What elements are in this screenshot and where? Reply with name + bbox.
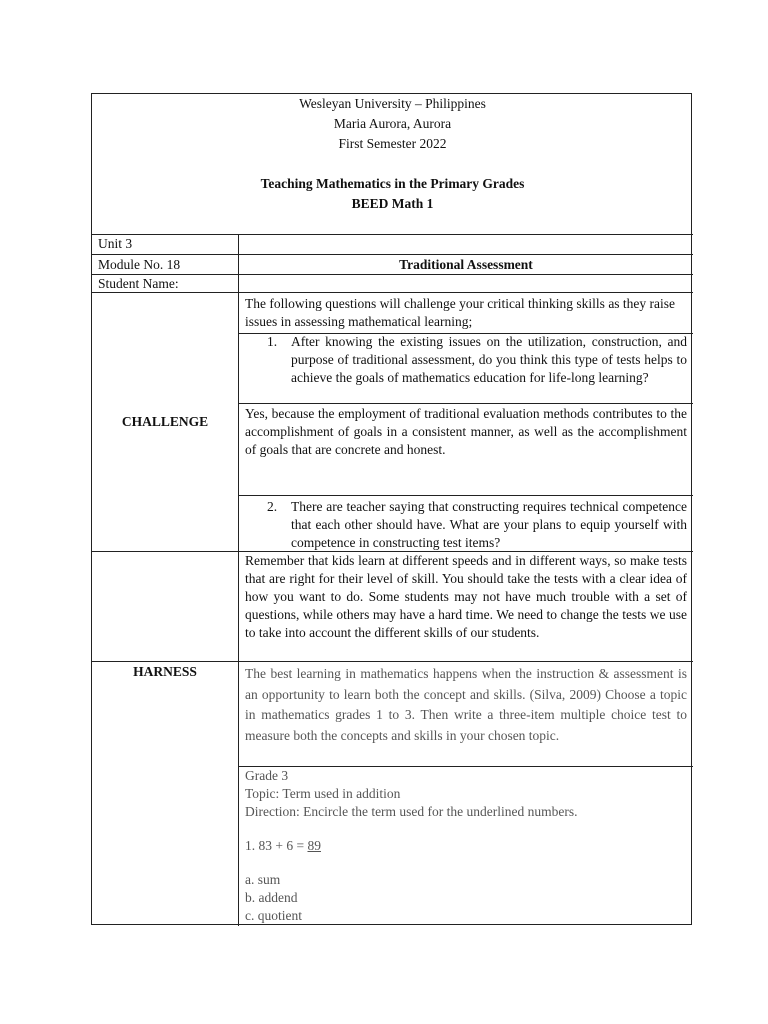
- test-item-1: [245, 837, 321, 855]
- question-1-number: 1.: [267, 334, 278, 349]
- option-a: a. sum: [245, 872, 281, 887]
- course-title: Teaching Mathematics in the Primary Grades: [260, 176, 525, 191]
- question-1: After knowing the existing issues on the utilization, construction, and purpose of traditional assessment, do you think this type of tests helps to achieve the goals of mathematics education for life-long learning?: [291, 334, 687, 385]
- challenge-intro: The following questions will challenge your critical thinking skills as they raise issues in assessing mathematical learning;: [245, 296, 676, 329]
- university-name: Wesleyan University – Philippines: [299, 96, 486, 111]
- harness-prompt: The best learning in mathematics happens when the instruction & assessment is an opportunity to learn both the concept and skills. (Silva, 2009) Choose a topic in mathematics grades 1 to 3. Then write a three-item multiple choice test to measure both the concepts and skills in your chosen topic.: [245, 666, 687, 743]
- test-direction: Direction: Encircle the term used for the underlined numbers.: [245, 804, 578, 819]
- answer-1: Yes, because the employment of traditional evaluation methods contributes to the accomplishment of goals in a consistent manner, as well as the accomplishment of goals that are concrete and honest.: [245, 406, 687, 457]
- module-document: [91, 93, 692, 925]
- option-c: c. quotient: [245, 908, 302, 923]
- semester: First Semester 2022: [338, 136, 447, 151]
- module-title: Traditional Assessment: [399, 257, 533, 272]
- question-2-number: 2.: [267, 499, 278, 514]
- test-topic: Topic: Term used in addition: [245, 786, 401, 801]
- grade-level: Grade 3: [245, 768, 289, 783]
- test-item-1-underlined-number: 89: [307, 838, 321, 853]
- unit-label: Unit 3: [98, 236, 133, 251]
- option-b: b. addend: [245, 890, 298, 905]
- campus-location: Maria Aurora, Aurora: [333, 116, 452, 131]
- module-number: Module No. 18: [98, 257, 181, 272]
- question-2: There are teacher saying that constructing requires technical competence that each other should have. What are your plans to equip yourself with competence in constructing test items?: [291, 499, 687, 550]
- test-item-1-equation: 1. 83 + 6 =: [245, 838, 308, 853]
- challenge-label: CHALLENGE: [121, 414, 209, 429]
- answer-2: Remember that kids learn at different speeds and in different ways, so make tests that are right for their level of skill. You should take the tests with a clear idea of how you want to do. Some students may not have much trouble with a set of questions, while others may have a hard time. We need to change the tests we use to take into account the different skills of our students.: [245, 553, 687, 640]
- course-code: BEED Math 1: [351, 196, 434, 211]
- student-name-label: Student Name:: [98, 276, 179, 291]
- harness-label: HARNESS: [133, 664, 197, 679]
